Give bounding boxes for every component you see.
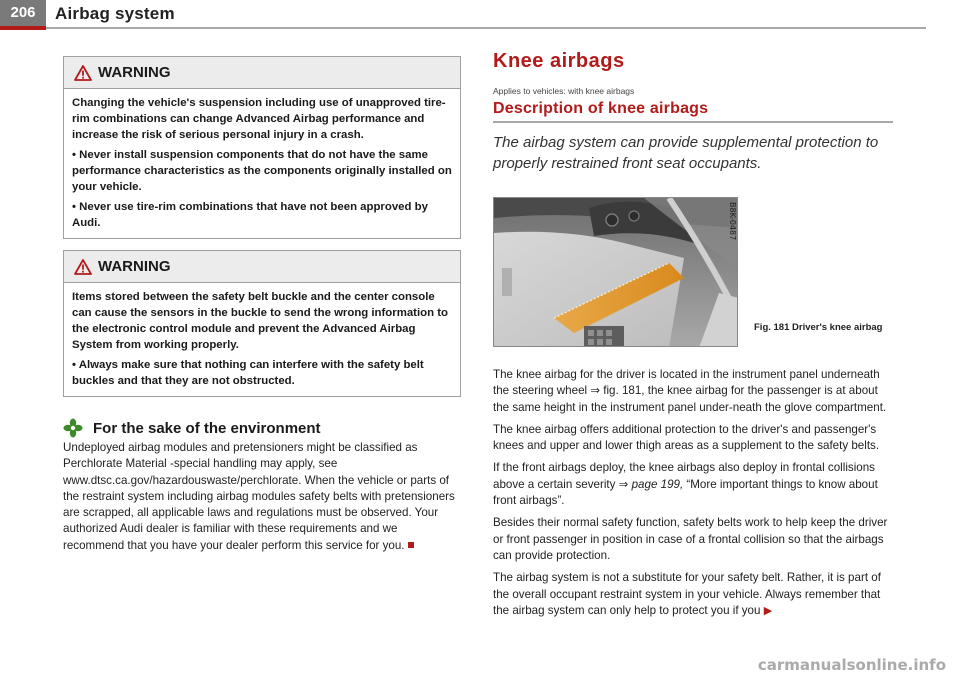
warning-bullet: • Always make sure that nothing can interfere with the safety belt buckles and that they are not obstructed.: [72, 359, 424, 387]
page-reference-link[interactable]: page 199,: [631, 477, 684, 491]
warning-header: [64, 251, 460, 283]
body-paragraph: The knee airbag offers additional protection to the driver's and passenger's knees and upper and lower thigh areas as a supplement to the safety belts.: [493, 422, 880, 453]
intro-text: The airbag system can provide supplemental protection to properly restrained front seat occupants.: [493, 134, 879, 172]
page-number-accent: [0, 26, 46, 30]
warning-bullet: • Never use tire-rim combinations that have not been approved by Audi.: [72, 201, 428, 229]
left-column: [63, 56, 461, 554]
subsection-title: Description of knee airbags: [493, 100, 893, 123]
figure-caption-text: Driver's knee airbag: [792, 322, 883, 333]
environment-heading: [63, 418, 461, 438]
environment-text: Undeployed airbag modules and pretensioners might be classified as Perchlorate Material -special handling may apply, see www.dtsc.ca.gov/hazardouswaste/perchlorate. When the vehicle or parts of the restraint system including airbag modules safety belts with pretensioners are scrapped, all applicable laws and regulations must be observed. Your authorized Audi dealer is familiar with these requirements and we recommend that you have your dealer perform this service for you.: [63, 441, 455, 552]
body-paragraph: [493, 460, 893, 509]
body-text: [493, 367, 893, 619]
environment-title: For the sake of the environment: [93, 419, 321, 437]
warning-title: WARNING: [98, 64, 171, 81]
continue-arrow-icon: ▶: [763, 604, 773, 617]
warning-paragraph: Changing the vehicle's suspension including use of unapproved tire-rim combinations can change Advanced Airbag performance and increase the risk of serious personal injury in a crash.: [72, 97, 446, 141]
warning-body: [64, 89, 460, 238]
figure-caption: [754, 322, 894, 334]
warning-triangle-icon: [74, 65, 92, 81]
warning-box-buckle: [63, 250, 461, 397]
footer-watermark: carmanualsonline.info: [757, 656, 946, 674]
knee-airbag-illustration: [494, 198, 738, 347]
warning-box-suspension: [63, 56, 461, 239]
page-header: [0, 0, 960, 30]
warning-triangle-icon: [74, 259, 92, 275]
header-rule: [46, 27, 926, 29]
page-number: 206: [0, 0, 46, 26]
applies-to-note: Applies to vehicles: with knee airbags: [493, 86, 635, 96]
body-text-span: The airbag system is not a substitute for your safety belt. Rather, it is part of the overall occupant restraint system in your vehicle. Always remember that the airbag system can only help to protect you if you: [493, 571, 881, 617]
section-title: Knee airbags: [493, 50, 625, 72]
warning-title: WARNING: [98, 258, 171, 275]
body-text-span: If the front airbags deploy, the knee airbags also deploy in frontal collisions above a certain severity ⇒: [493, 461, 875, 491]
warning-bullet: • Never install suspension components that do not have the same performance characteristics as the components originally installed on your vehicle.: [72, 149, 452, 193]
body-paragraph: The knee airbag for the driver is located in the instrument panel underneath the steering wheel ⇒ fig. 181, the knee airbag for the passenger is at about the same height in the instrument panel under-neath the glove compartment.: [493, 368, 887, 414]
warning-paragraph: Items stored between the safety belt buckle and the center console can cause the sensors in the buckle to send the wrong information to the electronic control module and prevent the Advanced Airbag System from working properly.: [72, 291, 448, 351]
right-column: [493, 50, 893, 625]
warning-body: [64, 283, 460, 396]
section-end-mark: [408, 542, 414, 548]
figure-label: Fig. 181: [754, 322, 790, 333]
body-paragraph: Besides their normal safety function, safety belts work to help keep the driver or front passenger in position in case of a frontal collision so that the airbags can provide protection.: [493, 516, 888, 562]
knee-airbag-figure: [493, 197, 738, 347]
leaf-flower-icon: [63, 418, 83, 438]
body-paragraph: [493, 570, 893, 619]
figure-code: B8K-0487: [728, 202, 737, 241]
body-text-span: “More important things to know about front airbags”.: [493, 477, 878, 508]
running-title: Airbag system: [55, 4, 175, 23]
environment-body: [63, 440, 461, 554]
warning-header: [64, 57, 460, 89]
figure-row: [493, 197, 893, 347]
